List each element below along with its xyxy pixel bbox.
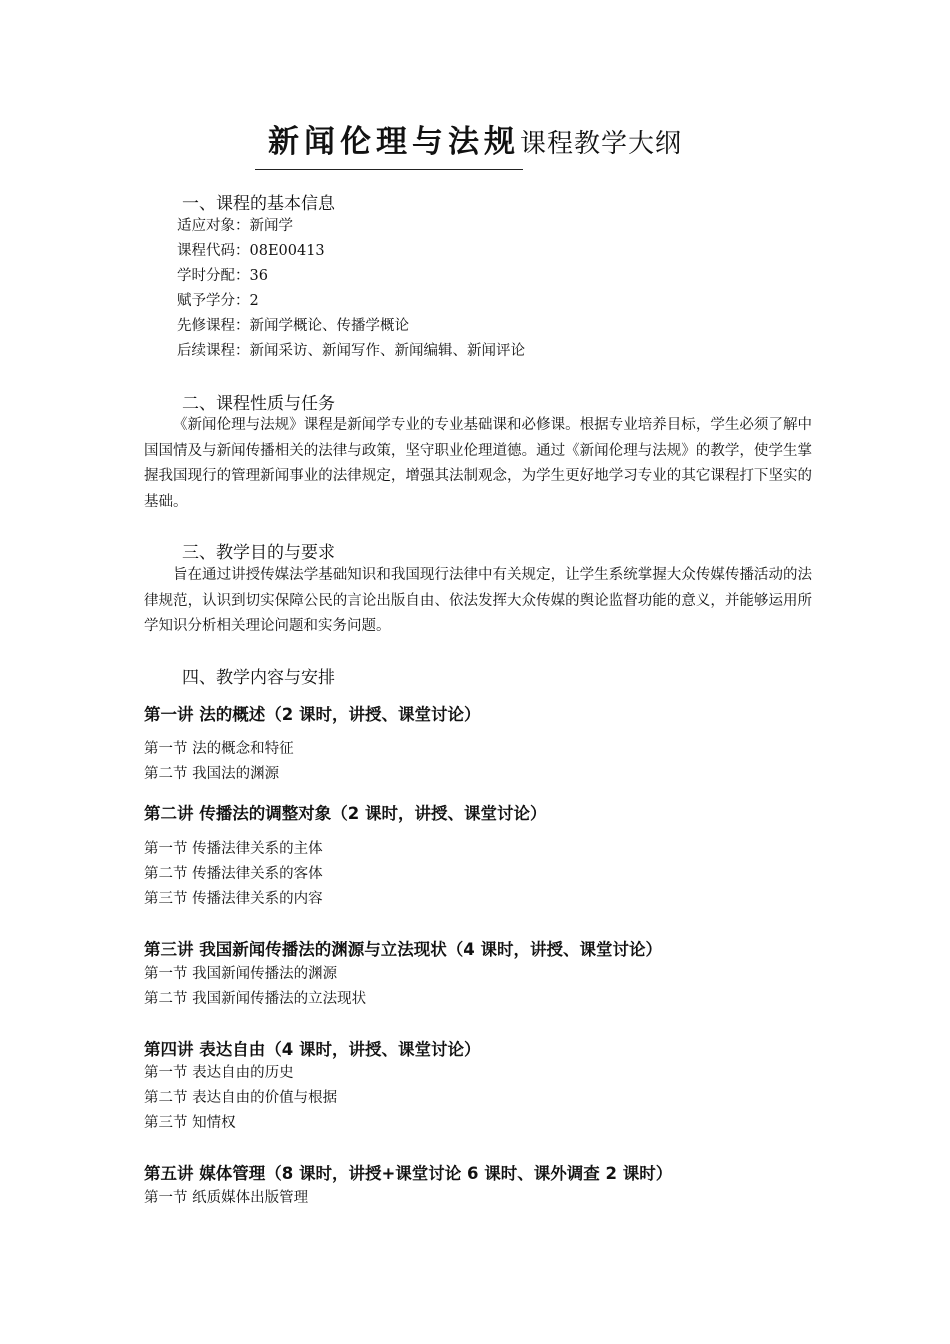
section-heading-content: 四、教学内容与安排 (182, 668, 335, 688)
info-credits: 赋予学分：2 (177, 293, 259, 309)
info-prerequisites: 先修课程：新闻学概论、传播学概论 (177, 318, 409, 334)
list-item: 第一节 纸质媒体出版管理 (144, 1190, 309, 1206)
lecture-2-title: 第二讲 传播法的调整对象（2 课时，讲授、课堂讨论） (144, 804, 547, 823)
list-item: 第三节 传播法律关系的内容 (144, 891, 323, 907)
list-item: 第三节 知情权 (144, 1115, 236, 1131)
info-hours: 学时分配：36 (177, 268, 268, 284)
list-item: 第二节 表达自由的价值与根据 (144, 1090, 338, 1106)
list-item: 第一节 我国新闻传播法的渊源 (144, 966, 338, 982)
lecture-2-sections (144, 837, 323, 912)
lecture-3-title: 第三讲 我国新闻传播法的渊源与立法现状（4 课时，讲授、课堂讨论） (144, 940, 662, 959)
nature-paragraph: 《新闻伦理与法规》课程是新闻学专业的专业基础课和必修课。根据专业培养目标，学生必须了解中国国情及与新闻传播相关的法律与政策，坚守职业伦理道德。通过《新闻伦理与法规》的教学，使学生掌握我国现行的管理新闻事业的法律规定，增强其法制观念，为学生更好地学习专业的其它课程打下坚实的基础。 (144, 417, 812, 510)
section-heading-nature: 二、课程性质与任务 (182, 394, 335, 414)
title-course-name: 新闻伦理与法规 (267, 124, 520, 160)
list-item: 第一节 传播法律关系的主体 (144, 841, 323, 857)
info-course-code: 课程代码：08E00413 (177, 243, 325, 259)
lecture-5-sections (144, 1186, 308, 1211)
list-item: 第二节 我国新闻传播法的立法现状 (144, 991, 367, 1007)
lecture-5-title: 第五讲 媒体管理（8 课时，讲授+课堂讨论 6 课时、课外调查 2 课时） (144, 1164, 673, 1183)
info-follow-up-courses: 后续课程：新闻采访、新闻写作、新闻编辑、新闻评论 (177, 343, 525, 359)
lecture-4-title: 第四讲 表达自由（4 课时，讲授、课堂讨论） (144, 1040, 481, 1059)
list-item: 第一节 法的概念和特征 (144, 741, 294, 757)
title-underline (255, 169, 523, 170)
objectives-paragraph: 旨在通过讲授传媒法学基础知识和我国现行法律中有关规定，让学生系统掌握大众传媒传播活动的法律规范，认识到切实保障公民的言论出版自由、依法发挥大众传媒的舆论监督功能的意义，并能够运用所学知识分析相关理论问题和实务问题。 (144, 567, 812, 634)
list-item: 第二节 传播法律关系的客体 (144, 866, 323, 882)
section-heading-objectives: 三、教学目的与要求 (182, 543, 335, 563)
title-suffix: 课程教学大纲 (519, 129, 682, 159)
lecture-1-sections (144, 737, 294, 787)
list-item: 第一节 表达自由的历史 (144, 1065, 294, 1081)
list-item: 第二节 我国法的渊源 (144, 766, 280, 782)
section-heading-basic-info: 一、课程的基本信息 (182, 194, 335, 214)
document-title (0, 116, 950, 161)
info-audience: 适应对象：新闻学 (177, 218, 293, 234)
lecture-4-sections (144, 1061, 337, 1136)
basic-info-list (177, 214, 525, 364)
lecture-1-title: 第一讲 法的概述（2 课时，讲授、课堂讨论） (144, 705, 481, 724)
lecture-3-sections (144, 962, 366, 1012)
